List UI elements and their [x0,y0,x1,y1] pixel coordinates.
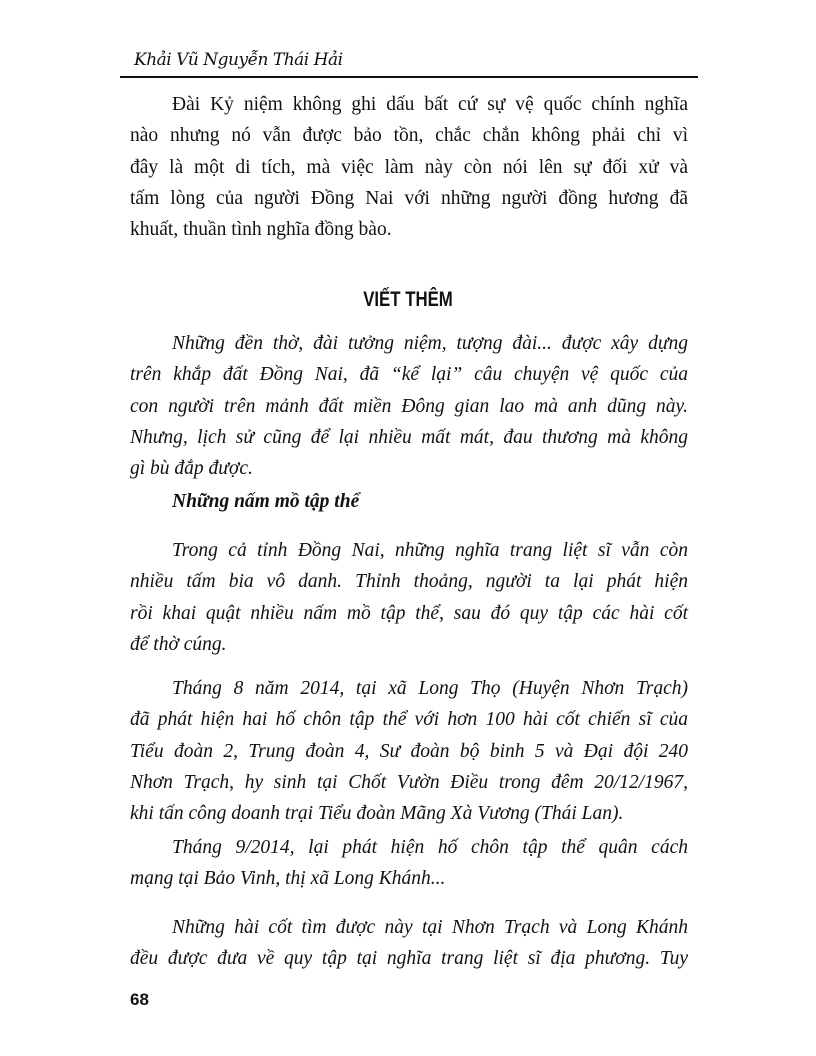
section-title: VIẾT THÊM [363,288,453,311]
paragraph-line: đã phát hiện hai hố chôn tập thể với hơn 100 hài cốt chiến sĩ của [130,709,688,731]
paragraph-line: Đài Kỷ niệm không ghi dấu bất cứ sự vệ quốc chính nghĩa [172,94,688,115]
header-rule [120,76,698,78]
paragraph-line: Nhơn Trạch, hy sinh tại Chốt Vườn Điều trong đêm 20/12/1967, [130,771,688,793]
running-header: Khải Vũ Nguyễn Thái Hải [134,50,343,70]
paragraph-line: khi tấn công doanh trại Tiểu đoàn Mãng Xà Vương (Thái Lan). [130,803,624,825]
paragraph-line: gì bù đắp được. [130,458,253,480]
page-number: 68 [130,990,149,1009]
paragraph-line: Trong cả tỉnh Đồng Nai, những nghĩa trang liệt sĩ vẫn còn [172,540,688,561]
paragraph-line: Tháng 9/2014, lại phát hiện hố chôn tập thể quân cách [172,837,688,858]
paragraph-line: Nhưng, lịch sử cũng để lại nhiều mất mát, đau thương mà không [130,426,688,448]
paragraph-line: Những đền thờ, đài tưởng niệm, tượng đài... được xây dựng [172,333,688,354]
paragraph-line: nhiều tấm bia vô danh. Thỉnh thoảng, người ta lại phát hiện [130,571,688,593]
paragraph-line: Tiểu đoàn 2, Trung đoàn 4, Sư đoàn bộ binh 5 và Đại đội 240 [130,740,688,762]
paragraph-line: Tháng 8 năm 2014, tại xã Long Thọ (Huyện Nhơn Trạch) [172,678,688,699]
paragraph-line: con người trên mảnh đất miền Đông gian lao mà anh dũng này. [130,395,688,417]
paragraph-line: nào nhưng nó vẫn được bảo tồn, chắc chắn không phải chỉ vì [130,125,688,147]
paragraph-line: trên khắp đất Đồng Nai, đã “kể lại” câu chuyện vệ quốc của [130,364,688,386]
paragraph-line: đều được đưa về quy tập tại nghĩa trang liệt sĩ địa phương. Tuy [130,948,688,970]
paragraph-line: đây là một di tích, mà việc làm này còn nói lên sự đối xử và [130,156,688,178]
paragraph-line: tấm lòng của người Đồng Nai với những người đồng hương đã [130,187,688,209]
subheading: Những nấm mồ tập thể [172,491,360,512]
paragraph-line: mạng tại Bảo Vinh, thị xã Long Khánh... [130,868,446,890]
paragraph-line: rồi khai quật nhiều nấm mồ tập thể, sau đó quy tập các hài cốt [130,602,688,624]
paragraph-line: khuất, thuần tình nghĩa đồng bào. [130,219,392,241]
paragraph-line: Những hài cốt tìm được này tại Nhơn Trạch và Long Khánh [172,917,688,938]
paragraph-line: để thờ cúng. [130,633,227,655]
